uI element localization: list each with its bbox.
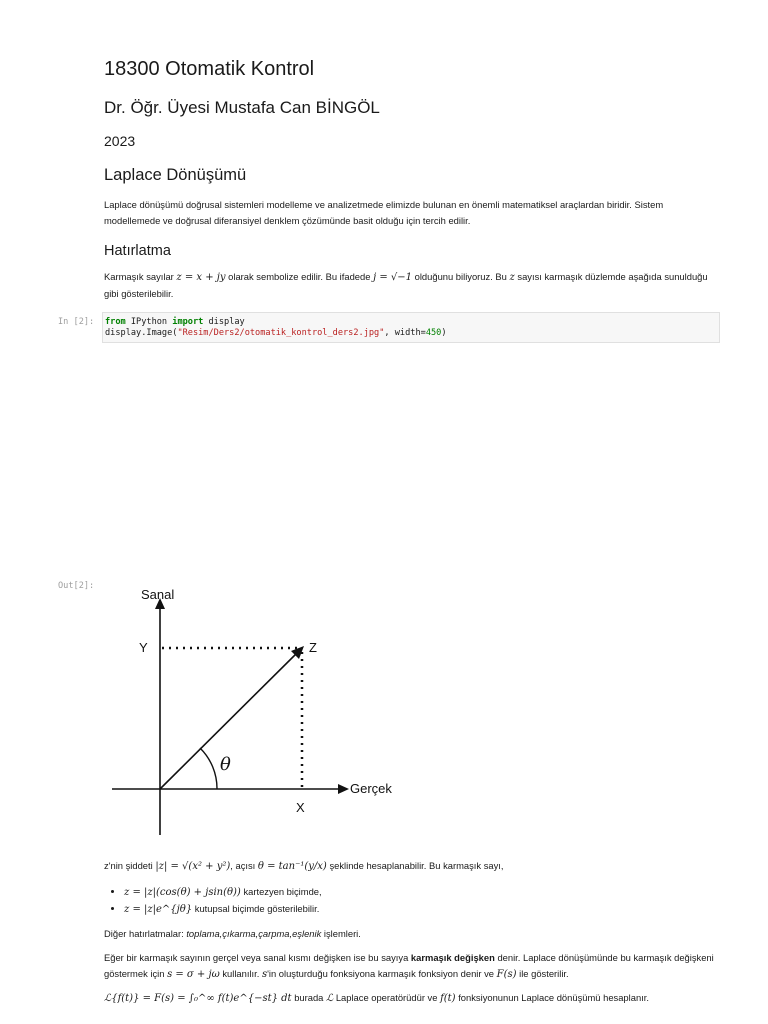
other-reminders-paragraph [104, 926, 720, 942]
code-number: 450 [425, 328, 442, 338]
keyword-import: import [172, 317, 204, 327]
operations-list: toplama,çıkarma,çarpma,eşlenik [186, 928, 322, 939]
x-axis-label: Gerçek [350, 781, 392, 796]
real-axis-arrow [338, 784, 349, 794]
year: 2023 [104, 133, 136, 149]
text: z'nin şiddeti [104, 860, 153, 871]
complex-variable-paragraph [104, 950, 720, 982]
text: fonksiyonunun Laplace dönüşümü hesaplanır. [458, 992, 649, 1003]
laplace-definition-paragraph [104, 990, 720, 1007]
text: kartezyen biçimde, [243, 886, 322, 897]
complex-plane-figure [104, 580, 414, 845]
code-string: "Resim/Ders2/otomatik_kontrol_ders2.jpg" [177, 328, 385, 338]
math-laplace-op: ℒ [326, 993, 334, 1004]
angle-arc [200, 748, 217, 789]
reminder-title: Hatırlatma [104, 243, 171, 259]
text: Diğer hatırlatmalar: [104, 928, 184, 939]
forms-list [104, 884, 322, 918]
keyword-from: from [105, 317, 126, 327]
code-close: ) [441, 328, 447, 338]
section-title: Laplace Dönüşümü [104, 166, 247, 184]
text: kutupsal biçimde gösterilebilir. [194, 903, 320, 914]
point-z-label: Z [309, 640, 317, 655]
code-call: display.Image( [105, 328, 178, 338]
math-z-def: z = x + jy [176, 272, 226, 283]
math-j-def: j = √−1 [373, 272, 413, 283]
math-polar: z = |z|e^{jθ} [124, 904, 193, 915]
text: Laplace operatörüdür ve [335, 992, 438, 1003]
intro-paragraph: Laplace dönüşümü doğrusal sistemleri modelleme ve analizetmede elimizde bulunan en önemli matematiksel araçlardan biridir. Sistem modellemede ve doğrusal diferansiyel denklem çözümünde basit olduğu için tercih edilir. [104, 199, 664, 226]
text: Eğer bir karmaşık sayının gerçel veya sanal kısmı değişken ise bu sayıya [104, 952, 409, 963]
text: ile gösterilir. [519, 967, 569, 979]
text: kullanılır. [222, 967, 260, 979]
code-import-name: display [203, 317, 245, 327]
course-title: 18300 Otomatik Kontrol [104, 58, 315, 80]
out-prompt: Out[2]: [58, 581, 95, 591]
instructor-name: Dr. Öğr. Üyesi Mustafa Can BİNGÖL [104, 98, 380, 117]
magnitude-paragraph [104, 858, 720, 875]
list-item [124, 901, 322, 918]
text: burada [294, 992, 324, 1003]
code-arg: , width= [384, 328, 426, 338]
text: denir. Laplace dönüşümünde bu karmaşık değişkeni göstermek için [104, 952, 714, 979]
code-cell[interactable] [102, 312, 720, 343]
text: olduğunu biliyoruz. Bu [414, 271, 507, 282]
math-laplace-def: ℒ{f(t)} = F(s) = ∫₀^∞ f(t)e^{−st} dt [104, 993, 292, 1004]
text: sayısı karmaşık düzlemde aşağıda sunulduğu gibi gösterilebilir. [104, 271, 708, 299]
math-cartesian: z = |z|(cos(θ) + jsin(θ)) [124, 887, 241, 898]
x-mark: X [296, 800, 305, 815]
code-module: IPython [125, 317, 173, 327]
text: 'in oluşturduğu fonksiyona karmaşık fonksiyon denir ve [267, 967, 495, 979]
y-axis-label: Sanal [141, 587, 175, 602]
in-prompt: In [2]: [58, 317, 95, 327]
complex-number-paragraph [104, 269, 720, 301]
math-angle: θ = tan⁻¹(y/x) [257, 861, 327, 872]
text: olarak sembolize edilir. Bu ifadede [228, 271, 371, 282]
math-magnitude: |z| = √(x² + y²) [155, 861, 231, 872]
math-Fs: F(s) [496, 968, 517, 980]
text: , açısı [230, 860, 256, 871]
text: şeklinde hesaplanabilir. Bu karmaşık sayı, [329, 860, 504, 871]
text: işlemleri. [323, 928, 361, 939]
math-z: z [509, 272, 515, 283]
math-s: s [261, 968, 268, 980]
list-item [124, 884, 322, 901]
math-ft: f(t) [440, 993, 456, 1004]
bold-term: karmaşık değişken [410, 952, 495, 963]
y-mark: Y [139, 640, 148, 655]
math-s-def: s = σ + jω [167, 968, 220, 980]
text: Karmaşık sayılar [104, 271, 174, 282]
theta-label: θ [220, 754, 231, 775]
